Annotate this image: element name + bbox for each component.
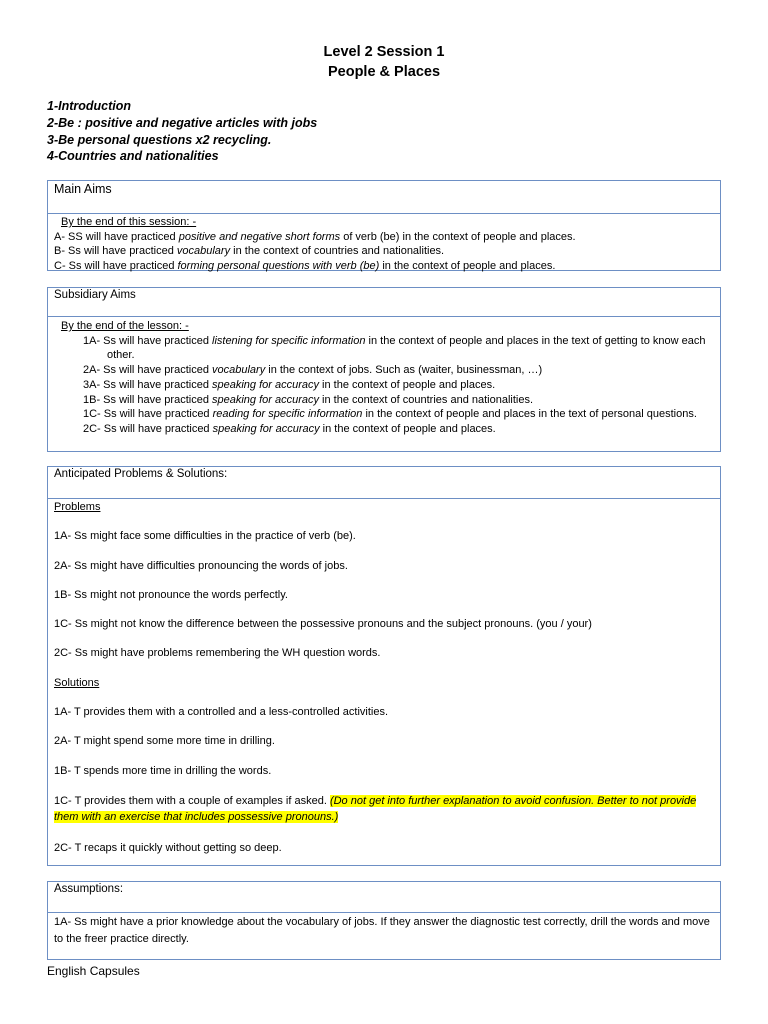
subsidiary-aims-intro: By the end of the lesson: -: [61, 320, 189, 332]
subsidiary-aim-item: 2C- Ss will have practiced speaking for accuracy in the context of people and places.: [83, 422, 496, 435]
problem-item: 2C- Ss might have problems remembering the WH question words.: [54, 647, 381, 660]
session-outline: [47, 98, 317, 165]
outline-item: 1-Introduction: [47, 99, 132, 113]
subsidiary-aim-item: 3A- Ss will have practiced speaking for accuracy in the context of people and places.: [83, 378, 496, 391]
outline-item: 4-Countries and nationalities: [47, 149, 219, 164]
document-subtitle: People & Places: [327, 64, 441, 80]
assumptions-box: [47, 881, 721, 960]
aim-item: A- SS will have practiced positive and negative short forms of verb (be) in the context of people and places.: [54, 230, 576, 243]
solution-item: 1B- T spends more time in drilling the words.: [54, 764, 272, 777]
subsidiary-aims-heading: Subsidiary Aims: [48, 288, 720, 317]
aim-item: B- Ss will have practiced vocabulary in the context of countries and nationalities.: [54, 245, 445, 258]
solution-item: 1C- T provides them with a couple of examples if asked. (Do not get into further explanation to avoid confusion. Better to not provide them with an exercise that includes possessive pronouns.): [54, 794, 697, 824]
problem-item: 1B- Ss might not pronounce the words perfectly.: [54, 588, 288, 601]
solution-item: 2A- T might spend some more time in drilling.: [54, 735, 275, 748]
document-title: Level 2 Session 1: [323, 44, 445, 60]
subsidiary-aims-box: [47, 287, 721, 452]
problems-solutions-box: [47, 466, 721, 866]
solutions-label: Solutions: [54, 676, 100, 689]
problems-label: Problems: [54, 501, 101, 513]
subsidiary-aim-item: 1A- Ss will have practiced listening for specific information in the context of people and places in the text of getting to know each other.: [83, 334, 706, 362]
aim-item: C- Ss will have practiced forming personal questions with verb (be) in the context of people and places.: [54, 260, 556, 273]
highlighted-note: (Do not get into further explanation to avoid confusion. Better to not provide them with an exercise that includes possessive pronouns.): [54, 794, 697, 824]
problem-item: 2A- Ss might have difficulties pronouncing the words of jobs.: [54, 559, 348, 572]
main-aims-heading: Main Aims: [48, 181, 720, 214]
problem-item: 1C- Ss might not know the difference between the possessive pronouns and the subject pronouns. (you / your): [54, 618, 592, 631]
main-aims-box: [47, 180, 721, 271]
main-aims-intro: By the end of this session: -: [61, 216, 197, 228]
problem-item: 1A- Ss might face some difficulties in the practice of verb (be).: [54, 530, 356, 543]
solution-item: 1A- T provides them with a controlled and a less-controlled activities.: [54, 706, 389, 719]
solution-item: 2C- T recaps it quickly without getting so deep.: [54, 841, 282, 854]
footer-text: English Capsules: [47, 964, 140, 978]
assumptions-heading: Assumptions:: [48, 882, 720, 913]
assumption-item: 1A- Ss might have a prior knowledge about the vocabulary of jobs. If they answer the diagnostic test correctly, drill the words and move to the freer practice directly.: [54, 916, 710, 945]
outline-item: 3-Be personal questions x2 recycling.: [47, 132, 272, 147]
outline-item: 2-Be : positive and negative articles with jobs: [47, 115, 318, 130]
problems-solutions-heading: Anticipated Problems & Solutions:: [48, 467, 720, 499]
subsidiary-aim-item: 2A- Ss will have practiced vocabulary in the context of jobs. Such as (waiter, businessman, …): [83, 364, 543, 377]
subsidiary-aim-item: 1C- Ss will have practiced reading for specific information in the context of people and places in the text of personal questions.: [83, 408, 697, 421]
subsidiary-aim-item: 1B- Ss will have practiced speaking for accuracy in the context of countries and nationalities.: [83, 393, 534, 406]
